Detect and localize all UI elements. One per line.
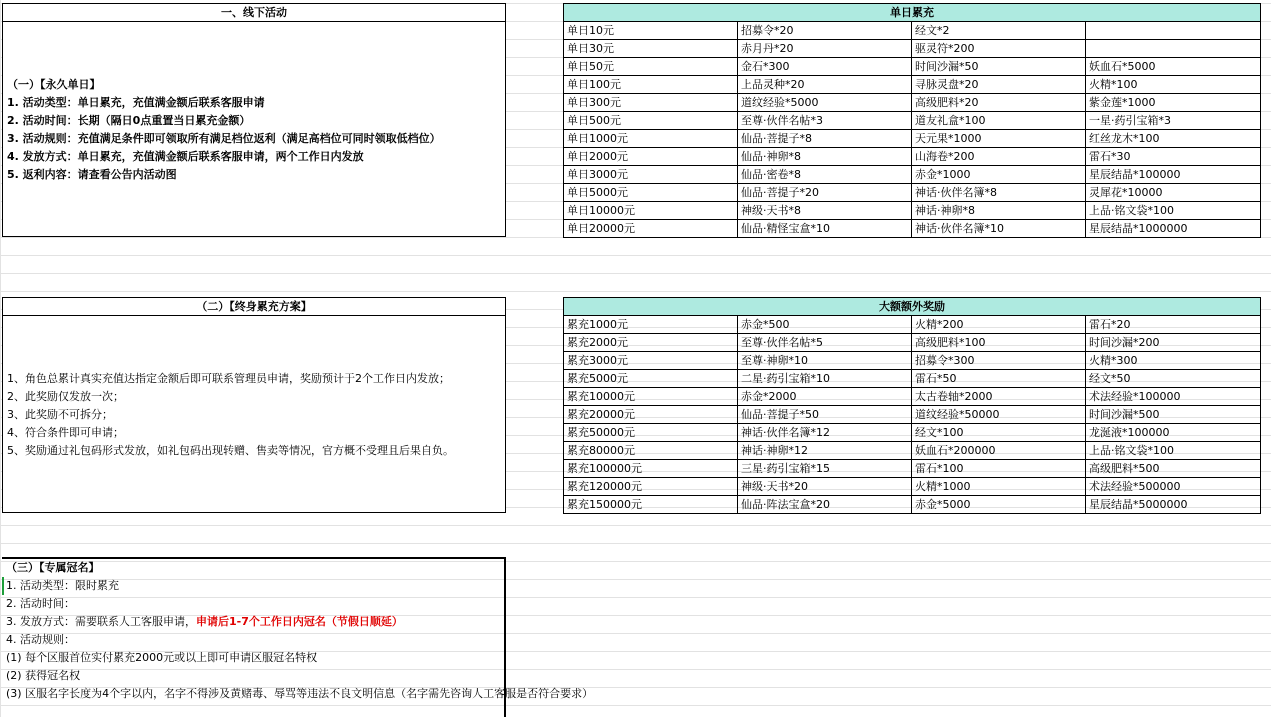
daily-recharge-row (564, 94, 1261, 112)
large-bonus-cell[interactable]: 至尊·伙伴名帖*5 (738, 334, 912, 352)
large-bonus-cell[interactable]: 道纹经验*50000 (912, 406, 1086, 424)
daily-recharge-cell[interactable]: 神话·神卵*8 (912, 202, 1086, 220)
large-bonus-cell[interactable]: 雷石*20 (1086, 316, 1261, 334)
daily-recharge-cell[interactable]: 时间沙漏*50 (912, 58, 1086, 76)
section-exclusive-naming (2, 557, 594, 717)
daily-recharge-row (564, 148, 1261, 166)
large-bonus-cell[interactable]: 时间沙漏*500 (1086, 406, 1261, 424)
section-exclusive-naming-title: （三）【专属冠名】 (6, 561, 100, 574)
daily-recharge-cell[interactable]: 神话·伙伴名簿*10 (912, 220, 1086, 238)
lifetime-rule-5: 5、奖励通过礼包码形式发放，如礼包码出现转赠、售卖等情况，官方概不受理且后果自负。 (7, 444, 454, 457)
daily-recharge-cell[interactable]: 赤金*1000 (912, 166, 1086, 184)
daily-recharge-row (564, 220, 1261, 238)
large-bonus-cell[interactable]: 累充3000元 (564, 352, 738, 370)
daily-recharge-row (564, 58, 1261, 76)
section-lifetime-recharge-title: （二）【终身累充方案】 (3, 298, 505, 316)
daily-recharge-cell[interactable]: 高级肥料*20 (912, 94, 1086, 112)
daily-recharge-cell[interactable]: 单日1000元 (564, 130, 738, 148)
daily-recharge-cell[interactable]: 红丝龙木*100 (1086, 130, 1261, 148)
large-bonus-cell[interactable]: 经文*100 (912, 424, 1086, 442)
large-bonus-cell[interactable]: 累充10000元 (564, 388, 738, 406)
large-bonus-cell[interactable]: 二星·药引宝箱*10 (738, 370, 912, 388)
daily-recharge-cell[interactable]: 单日20000元 (564, 220, 738, 238)
daily-recharge-cell[interactable]: 紫金莲*1000 (1086, 94, 1261, 112)
daily-recharge-row (564, 22, 1261, 40)
daily-recharge-cell[interactable] (1086, 22, 1261, 40)
spacer (3, 22, 505, 76)
large-bonus-cell[interactable]: 火精*300 (1086, 352, 1261, 370)
large-bonus-cell[interactable]: 赤金*5000 (912, 496, 1086, 514)
large-bonus-row (564, 478, 1261, 496)
naming-distribution-line (2, 613, 504, 631)
daily-recharge-cell[interactable]: 灵犀花*10000 (1086, 184, 1261, 202)
spacer (3, 316, 505, 370)
daily-recharge-cell[interactable] (1086, 40, 1261, 58)
daily-recharge-cell[interactable]: 山海卷*200 (912, 148, 1086, 166)
large-bonus-cell[interactable]: 经文*50 (1086, 370, 1261, 388)
daily-recharge-cell[interactable]: 仙品·菩提子*8 (738, 130, 912, 148)
lifetime-rule-4: 4、符合条件即可申请； (7, 426, 124, 439)
daily-recharge-cell[interactable]: 单日10元 (564, 22, 738, 40)
large-bonus-cell[interactable]: 雷石*100 (912, 460, 1086, 478)
large-bonus-cell[interactable]: 累充150000元 (564, 496, 738, 514)
naming-rule-2: (2) 获得冠名权 (6, 669, 81, 682)
large-bonus-cell[interactable]: 至尊·神卵*10 (738, 352, 912, 370)
large-bonus-row (564, 442, 1261, 460)
daily-recharge-table-title: 单日累充 (564, 4, 1261, 22)
activity-rule-line: 3. 活动规则：充值满足条件即可领取所有满足档位返利（满足高档位可同时领取低档位） (7, 132, 441, 145)
section-lifetime-recharge (2, 297, 506, 513)
large-bonus-table (563, 297, 1261, 514)
daily-recharge-cell[interactable]: 寻脉灵盘*20 (912, 76, 1086, 94)
large-bonus-cell[interactable]: 术法经验*500000 (1086, 478, 1261, 496)
large-bonus-cell[interactable]: 上品·铭文袋*100 (1086, 442, 1261, 460)
large-bonus-cell[interactable]: 累充2000元 (564, 334, 738, 352)
daily-recharge-row (564, 166, 1261, 184)
large-bonus-cell[interactable]: 星辰结晶*5000000 (1086, 496, 1261, 514)
daily-recharge-cell[interactable]: 单日100元 (564, 76, 738, 94)
large-bonus-row (564, 496, 1261, 514)
lifetime-rule-1: 1、角色总累计真实充值达指定金额后即可联系管理员申请，奖励预计于2个工作日内发放； (7, 372, 450, 385)
rebate-content-line: 5. 返利内容：请查看公告内活动图 (7, 168, 177, 181)
daily-recharge-cell[interactable]: 驱灵符*200 (912, 40, 1086, 58)
large-bonus-cell[interactable]: 三星·药引宝箱*15 (738, 460, 912, 478)
daily-recharge-row (564, 112, 1261, 130)
daily-recharge-cell[interactable]: 星辰结晶*100000 (1086, 166, 1261, 184)
large-bonus-row (564, 460, 1261, 478)
daily-recharge-row (564, 40, 1261, 58)
daily-recharge-cell[interactable]: 单日50元 (564, 58, 738, 76)
large-bonus-cell[interactable]: 时间沙漏*200 (1086, 334, 1261, 352)
daily-recharge-cell[interactable]: 神话·伙伴名簿*8 (912, 184, 1086, 202)
daily-recharge-cell[interactable]: 单日5000元 (564, 184, 738, 202)
daily-recharge-cell[interactable]: 赤月丹*20 (738, 40, 912, 58)
large-bonus-cell[interactable]: 赤金*2000 (738, 388, 912, 406)
large-bonus-row (564, 352, 1261, 370)
daily-recharge-cell[interactable]: 单日3000元 (564, 166, 738, 184)
large-bonus-row (564, 316, 1261, 334)
large-bonus-cell[interactable]: 仙品·阵法宝盒*20 (738, 496, 912, 514)
section-offline-activity (2, 3, 506, 237)
large-bonus-row (564, 406, 1261, 424)
large-bonus-cell[interactable]: 高级肥料*100 (912, 334, 1086, 352)
daily-recharge-cell[interactable]: 单日30元 (564, 40, 738, 58)
large-bonus-cell[interactable]: 雷石*50 (912, 370, 1086, 388)
naming-distribution-text: 3. 发放方式：需要联系人工客服申请， (6, 615, 196, 628)
large-bonus-cell[interactable]: 累充100000元 (564, 460, 738, 478)
daily-recharge-cell[interactable]: 妖血石*5000 (1086, 58, 1261, 76)
large-bonus-row (564, 334, 1261, 352)
daily-recharge-cell[interactable]: 一星·药引宝箱*3 (1086, 112, 1261, 130)
daily-recharge-cell[interactable]: 单日300元 (564, 94, 738, 112)
daily-recharge-cell[interactable]: 仙品·神卵*8 (738, 148, 912, 166)
large-bonus-cell[interactable]: 神话·伙伴名簿*12 (738, 424, 912, 442)
daily-recharge-row (564, 202, 1261, 220)
large-bonus-cell[interactable]: 累充80000元 (564, 442, 738, 460)
daily-recharge-cell[interactable]: 上品·铭文袋*100 (1086, 202, 1261, 220)
naming-rule-1: (1) 每个区服首位实付累充2000元或以上即可申请区服冠名特权 (6, 651, 318, 664)
daily-recharge-cell[interactable]: 上品灵种*20 (738, 76, 912, 94)
large-bonus-cell[interactable]: 神话·神卵*12 (738, 442, 912, 460)
daily-recharge-cell[interactable]: 天元果*1000 (912, 130, 1086, 148)
daily-recharge-cell[interactable]: 单日500元 (564, 112, 738, 130)
large-bonus-cell[interactable]: 累充20000元 (564, 406, 738, 424)
daily-recharge-cell[interactable]: 道纹经验*5000 (738, 94, 912, 112)
large-bonus-cell[interactable]: 术法经验*100000 (1086, 388, 1261, 406)
daily-recharge-cell[interactable]: 单日10000元 (564, 202, 738, 220)
permanent-daily-heading: （一）【永久单日】 (7, 78, 101, 91)
large-bonus-cell[interactable]: 火精*200 (912, 316, 1086, 334)
daily-recharge-cell[interactable]: 仙品·密卷*8 (738, 166, 912, 184)
naming-rule-3: (3) 区服名字长度为4个字以内，名字不得涉及黄赌毒、辱骂等违法不良文明信息（名字需先咨询人工客服是否符合要求） (6, 687, 594, 700)
daily-recharge-row (564, 130, 1261, 148)
lifetime-rule-3: 3、此奖励不可拆分； (7, 408, 113, 421)
naming-rule-heading: 4. 活动规则： (6, 633, 75, 646)
daily-recharge-cell[interactable]: 仙品·菩提子*20 (738, 184, 912, 202)
daily-recharge-cell[interactable]: 火精*100 (1086, 76, 1261, 94)
large-bonus-row (564, 424, 1261, 442)
large-bonus-cell[interactable]: 赤金*500 (738, 316, 912, 334)
large-bonus-cell[interactable]: 累充5000元 (564, 370, 738, 388)
large-bonus-cell[interactable]: 累充50000元 (564, 424, 738, 442)
daily-recharge-cell[interactable]: 单日2000元 (564, 148, 738, 166)
daily-recharge-cell[interactable]: 金石*300 (738, 58, 912, 76)
naming-time-line: 2. 活动时间： (6, 597, 75, 610)
cell-cursor-marker (2, 577, 4, 595)
large-bonus-cell[interactable]: 招募令*300 (912, 352, 1086, 370)
large-bonus-cell[interactable]: 妖血石*200000 (912, 442, 1086, 460)
daily-recharge-cell[interactable]: 经文*2 (912, 22, 1086, 40)
large-bonus-row (564, 370, 1261, 388)
section-offline-activity-title: 一、线下活动 (3, 4, 505, 22)
large-bonus-table-title: 大额额外奖励 (564, 298, 1261, 316)
naming-type-line: 1. 活动类型：限时累充 (6, 579, 119, 592)
daily-recharge-row (564, 184, 1261, 202)
daily-recharge-cell[interactable]: 雷石*30 (1086, 148, 1261, 166)
large-bonus-cell[interactable]: 龙涎液*100000 (1086, 424, 1261, 442)
daily-recharge-cell[interactable]: 神级·天书*8 (738, 202, 912, 220)
large-bonus-cell[interactable]: 火精*1000 (912, 478, 1086, 496)
activity-type-line: 1. 活动类型：单日累充，充值满金额后联系客服申请 (7, 96, 265, 109)
large-bonus-cell[interactable]: 仙品·菩提子*50 (738, 406, 912, 424)
daily-recharge-table (563, 3, 1261, 238)
large-bonus-row (564, 388, 1261, 406)
large-bonus-cell[interactable]: 神级·天书*20 (738, 478, 912, 496)
large-bonus-cell[interactable]: 太古卷轴*2000 (912, 388, 1086, 406)
large-bonus-cell[interactable]: 累充120000元 (564, 478, 738, 496)
daily-recharge-cell[interactable]: 招募令*20 (738, 22, 912, 40)
large-bonus-cell[interactable]: 累充1000元 (564, 316, 738, 334)
large-bonus-cell[interactable]: 高级肥料*500 (1086, 460, 1261, 478)
daily-recharge-cell[interactable]: 至尊·伙伴名帖*3 (738, 112, 912, 130)
lifetime-rule-2: 2、此奖励仅发放一次； (7, 390, 124, 403)
naming-distribution-highlight: 申请后1-7个工作日内冠名（节假日顺延） (196, 615, 403, 628)
distribution-line: 4. 发放方式：单日累充，充值满金额后联系客服申请，两个工作日内发放 (7, 150, 364, 163)
daily-recharge-row (564, 76, 1261, 94)
daily-recharge-cell[interactable]: 星辰结晶*1000000 (1086, 220, 1261, 238)
daily-recharge-cell[interactable]: 道友礼盒*100 (912, 112, 1086, 130)
daily-recharge-cell[interactable]: 仙品·精怪宝盒*10 (738, 220, 912, 238)
activity-time-line: 2. 活动时间：长期（隔日0点重置当日累充金额） (7, 114, 251, 127)
